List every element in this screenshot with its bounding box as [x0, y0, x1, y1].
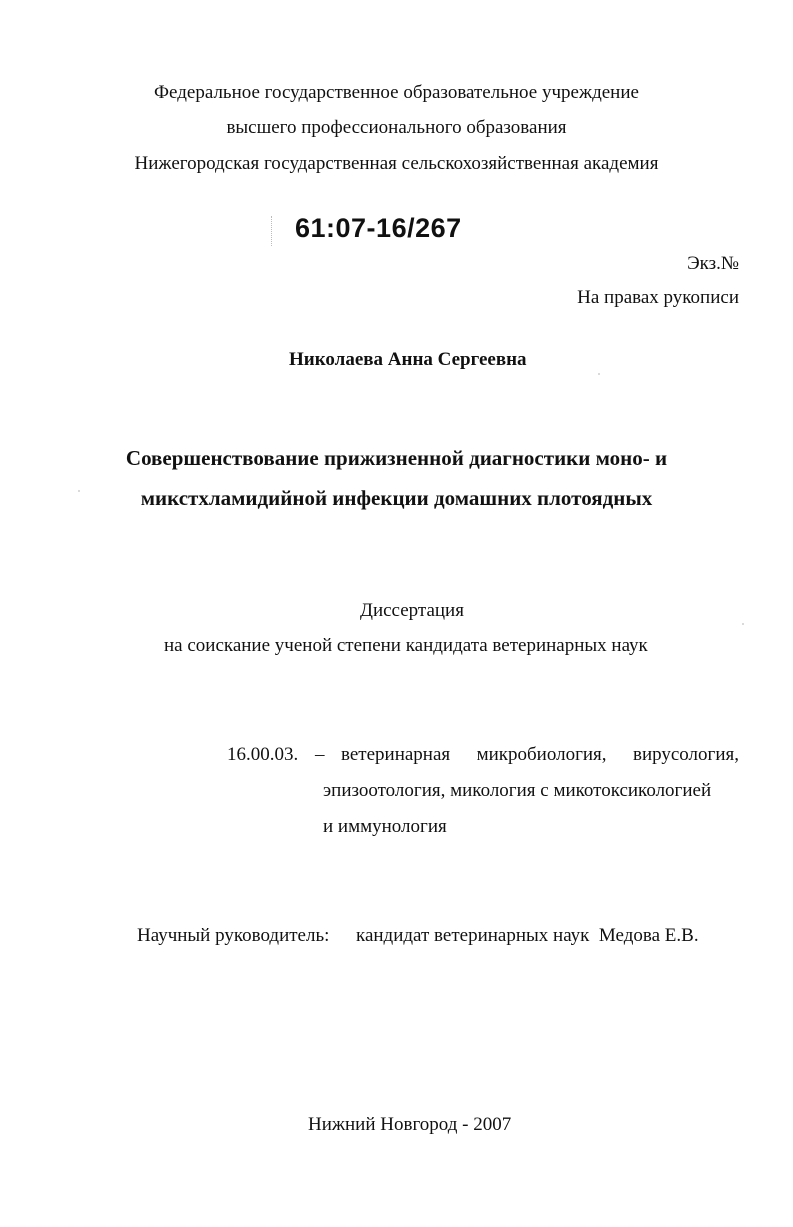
specialty-code: 16.00.03. — [227, 744, 299, 765]
specialty-word: ветеринарная — [341, 744, 451, 765]
scan-artifact-mark — [271, 216, 273, 246]
thesis-title-line-2: микстхламидийной инфекции домашних плотоядных — [140, 486, 653, 510]
manuscript-rights: На правах рукописи — [577, 287, 739, 308]
specialty-line-3: и иммунология — [323, 816, 447, 837]
scan-speck — [598, 373, 600, 375]
document-type: Диссертация — [360, 600, 464, 621]
specialty-line-2: эпизоотология, микология с микотоксикологией — [323, 780, 712, 801]
specialty-word: вирусология, — [632, 744, 739, 765]
supervisor-value: кандидат ветеринарных наук Медова Е.В. — [356, 925, 699, 946]
specialty-line-1 — [227, 744, 739, 766]
city-year: Нижний Новгород - 2007 — [308, 1114, 512, 1135]
thesis-title-line-1: Совершенствование прижизненной диагностики моно- и — [125, 446, 668, 470]
institution-line-3: Нижегородская государственная сельскохозяйственная академия — [134, 153, 659, 174]
supervisor-label: Научный руководитель: — [137, 925, 330, 946]
scan-speck — [78, 490, 80, 492]
catalog-code: 61:07-16/267 — [295, 213, 462, 243]
specialty-word: микробиология, — [476, 744, 607, 765]
degree-sought: на соискание ученой степени кандидата ветеринарных наук — [164, 635, 648, 656]
institution-line-1: Федеральное государственное образовательное учреждение — [154, 82, 639, 103]
specialty-dash: – — [315, 744, 325, 765]
institution-line-2: высшего профессионального образования — [226, 117, 567, 138]
scan-speck — [742, 623, 744, 625]
copy-number: Экз.№ — [687, 253, 739, 274]
author-name: Николаева Анна Сергеевна — [289, 349, 527, 370]
